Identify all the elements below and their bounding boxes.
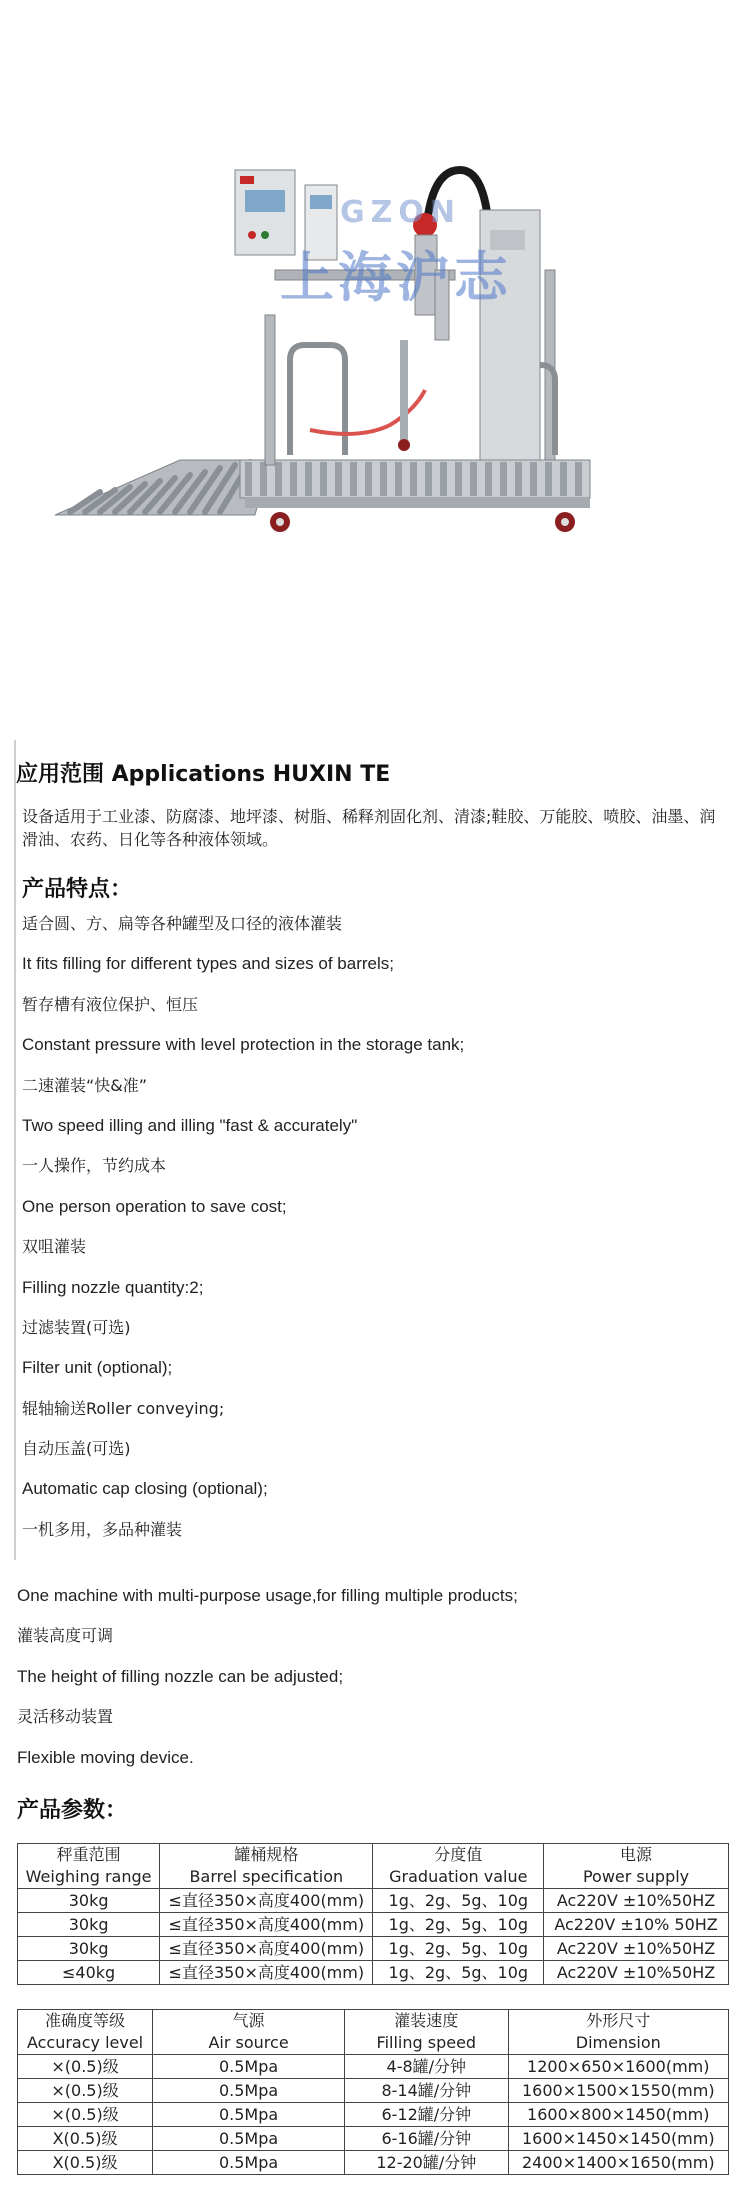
table-row bbox=[18, 1961, 729, 1985]
table-cell: 1g、2g、5g、10g bbox=[373, 1961, 544, 1985]
feature-item: The height of filling nozzle can be adjusted; bbox=[17, 1666, 344, 1686]
feature-item: 二速灌装“快&准” bbox=[22, 1075, 148, 1095]
header-cn: 电源 bbox=[620, 1845, 653, 1864]
feature-item: 双咀灌装 bbox=[22, 1237, 87, 1257]
table-row bbox=[18, 1889, 729, 1913]
features-list bbox=[22, 904, 732, 1550]
feature-item: Automatic cap closing (optional); bbox=[22, 1479, 268, 1499]
table-cell: 4-8罐/分钟 bbox=[345, 2055, 509, 2079]
feature-item: 灵活移动装置 bbox=[17, 1707, 114, 1727]
table-cell: ×(0.5)级 bbox=[18, 2055, 153, 2079]
header-cn: 分度值 bbox=[434, 1845, 483, 1864]
table-cell: 2400×1400×1650(mm) bbox=[508, 2151, 728, 2175]
feature-item: Filling nozzle quantity:2; bbox=[22, 1277, 204, 1297]
applications-description: 设备适用于工业漆、防腐漆、地坪漆、树脂、稀释剂固化剂、清漆;鞋胶、万能胶、喷胶、油墨、润滑油、农药、日化等各种液体领域。 bbox=[22, 807, 716, 849]
applications-title: 应用范围 Applications HUXIN TE bbox=[16, 762, 391, 787]
header-cn: 外形尺寸 bbox=[586, 2011, 651, 2030]
table-cell: 0.5Mpa bbox=[153, 2127, 345, 2151]
table-row bbox=[18, 1937, 729, 1961]
features-section bbox=[22, 872, 732, 903]
feature-item: Flexible moving device. bbox=[17, 1747, 194, 1767]
table-cell: ≤直径350×高度400(mm) bbox=[160, 1889, 373, 1913]
feature-item: 辊轴输送Roller conveying; bbox=[22, 1398, 225, 1418]
table-header-row bbox=[18, 1844, 729, 1889]
header-cn: 秤重范围 bbox=[56, 1845, 121, 1864]
header-en: Filling speed bbox=[376, 2033, 477, 2052]
table-cell: 1600×1450×1450(mm) bbox=[508, 2127, 728, 2151]
header-en: Barrel specification bbox=[189, 1867, 344, 1886]
params-table-2-wrap bbox=[17, 2009, 727, 2175]
header-cell bbox=[345, 2010, 509, 2055]
header-en: Accuracy level bbox=[26, 2033, 144, 2052]
feature-item: 一机多用，多品种灌装 bbox=[22, 1519, 183, 1539]
header-en: Weighing range bbox=[25, 1867, 152, 1886]
feature-item: 过滤装置(可选) bbox=[22, 1317, 131, 1337]
feature-item: 暂存槽有液位保护、恒压 bbox=[22, 994, 199, 1014]
header-cell bbox=[153, 2010, 345, 2055]
feature-item: One machine with multi-purpose usage,for filling multiple products; bbox=[17, 1586, 518, 1605]
feature-item: Constant pressure with level protection in the storage tank; bbox=[22, 1035, 465, 1055]
feature-item: Two speed illing and illing "fast & accurately" bbox=[22, 1115, 358, 1135]
table-cell: ≤直径350×高度400(mm) bbox=[160, 1937, 373, 1961]
feature-item: Filter unit (optional); bbox=[22, 1358, 173, 1378]
header-cell bbox=[18, 2010, 153, 2055]
header-cell bbox=[160, 1844, 373, 1889]
params-section bbox=[17, 1793, 727, 1824]
table-cell: 1200×650×1600(mm) bbox=[508, 2055, 728, 2079]
table-cell: Ac220V ±10% 50HZ bbox=[544, 1913, 729, 1937]
table-row bbox=[18, 2127, 729, 2151]
watermark-main: 上海沪志 bbox=[280, 246, 512, 309]
table-cell: ≤40kg bbox=[18, 1961, 160, 1985]
params-title: 产品参数： bbox=[17, 1798, 128, 1823]
table-cell: Ac220V ±10%50HZ bbox=[544, 1961, 729, 1985]
header-en: Air source bbox=[208, 2033, 289, 2052]
header-cell bbox=[373, 1844, 544, 1889]
params-table-1 bbox=[17, 1843, 729, 1985]
params-table-2 bbox=[17, 2009, 729, 2175]
params-table-1-wrap bbox=[17, 1843, 727, 1985]
header-cell bbox=[18, 1844, 160, 1889]
header-cn: 准确度等级 bbox=[45, 2011, 126, 2030]
applications-section bbox=[16, 757, 726, 788]
table-cell: ≤直径350×高度400(mm) bbox=[160, 1961, 373, 1985]
table-cell: 30kg bbox=[18, 1889, 160, 1913]
table-cell: ×(0.5)级 bbox=[18, 2103, 153, 2127]
table-header-row bbox=[18, 2010, 729, 2055]
header-cn: 罐桶规格 bbox=[234, 1845, 299, 1864]
table-cell: Ac220V ±10%50HZ bbox=[544, 1937, 729, 1961]
table-cell: ≤直径350×高度400(mm) bbox=[160, 1913, 373, 1937]
table-cell: ×(0.5)级 bbox=[18, 2079, 153, 2103]
features-extra-list bbox=[17, 1576, 727, 1778]
header-cn: 灌装速度 bbox=[394, 2011, 459, 2030]
table-cell: 1g、2g、5g、10g bbox=[373, 1889, 544, 1913]
header-cell bbox=[508, 2010, 728, 2055]
feature-item: One person operation to save cost; bbox=[22, 1196, 287, 1216]
table-row bbox=[18, 1913, 729, 1937]
table-cell: X(0.5)级 bbox=[18, 2127, 153, 2151]
header-en: Power supply bbox=[582, 1867, 690, 1886]
product-image bbox=[40, 140, 600, 560]
table-cell: 8-14罐/分钟 bbox=[345, 2079, 509, 2103]
table-cell: 0.5Mpa bbox=[153, 2055, 345, 2079]
applications-body bbox=[22, 805, 722, 851]
table-cell: 1600×800×1450(mm) bbox=[508, 2103, 728, 2127]
feature-item: 自动压盖(可选) bbox=[22, 1439, 131, 1459]
left-divider bbox=[14, 740, 16, 1560]
feature-item: 适合圆、方、扁等各种罐型及口径的液体灌装 bbox=[22, 914, 343, 933]
feature-item: It fits filling for different types and sizes of barrels; bbox=[22, 954, 394, 974]
table-cell: 0.5Mpa bbox=[153, 2103, 345, 2127]
features-title: 产品特点： bbox=[22, 877, 133, 902]
table-cell: 12-20罐/分钟 bbox=[345, 2151, 509, 2175]
table-cell: Ac220V ±10%50HZ bbox=[544, 1889, 729, 1913]
table-cell: 1g、2g、5g、10g bbox=[373, 1937, 544, 1961]
table-cell: 1g、2g、5g、10g bbox=[373, 1913, 544, 1937]
table-row bbox=[18, 2151, 729, 2175]
table-row bbox=[18, 2103, 729, 2127]
table-cell: 0.5Mpa bbox=[153, 2079, 345, 2103]
table-cell: X(0.5)级 bbox=[18, 2151, 153, 2175]
header-en: Graduation value bbox=[389, 1867, 528, 1886]
table-cell: 30kg bbox=[18, 1913, 160, 1937]
table-row bbox=[18, 2055, 729, 2079]
table-cell: 1600×1500×1550(mm) bbox=[508, 2079, 728, 2103]
table-row bbox=[18, 2079, 729, 2103]
feature-item: 一人操作，节约成本 bbox=[22, 1156, 167, 1176]
table-cell: 0.5Mpa bbox=[153, 2151, 345, 2175]
table-cell: 30kg bbox=[18, 1937, 160, 1961]
watermark-top: GZON bbox=[340, 195, 461, 230]
table-cell: 6-12罐/分钟 bbox=[345, 2103, 509, 2127]
header-en: Dimension bbox=[575, 2033, 661, 2052]
header-cn: 气源 bbox=[232, 2011, 265, 2030]
feature-item: 灌装高度可调 bbox=[17, 1626, 114, 1646]
header-cell bbox=[544, 1844, 729, 1889]
table-cell: 6-16罐/分钟 bbox=[345, 2127, 509, 2151]
